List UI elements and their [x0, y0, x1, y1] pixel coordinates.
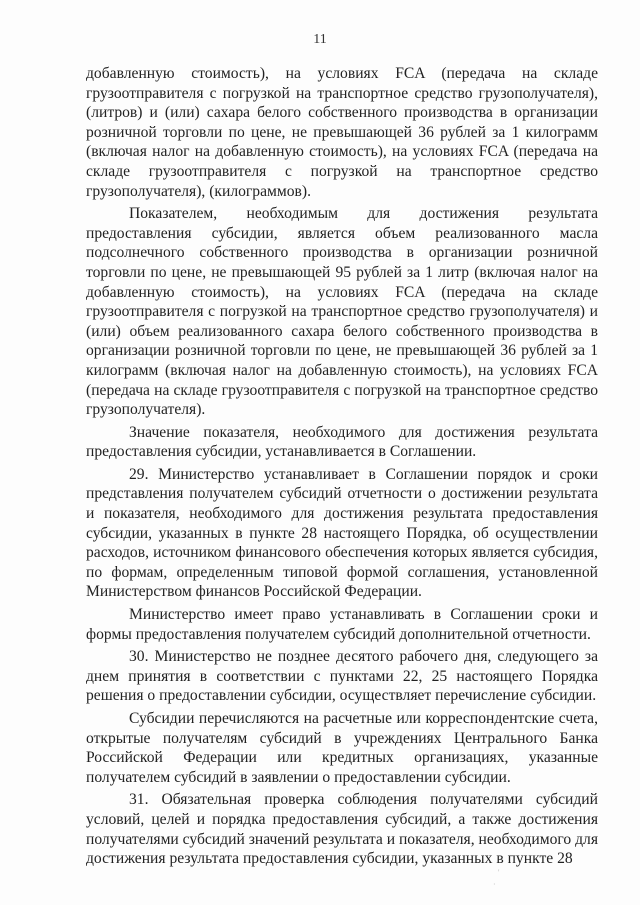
scan-speck: ' — [498, 868, 500, 877]
paragraph-indicator-value: Значение показателя, необходимого для достижения результата предоставления субсидии, устанавливается в Соглашении. — [86, 423, 598, 461]
paragraph-clause-29: 29. Министерство устанавливает в Соглашении порядок и сроки представления получателем субсидий отчетности о достижении результата и показателя, необходимого для достижения результата предоставления субсидии, указанных в пункте 28 настоящего Порядка, об осуществлении расходов, источником финансового обеспечения которых является субсидия, по формам, определенным типовой формой соглашения, установленной Министерством финансов Российской Федерации. — [86, 465, 598, 601]
paragraph-clause-31: 31. Обязательная проверка соблюдения получателями субсидий условий, целей и порядка предоставления субсидий, а также достижения получателями субсидий значений результата и показателя, необходимого для достижения результата предоставления субсидии, указанных в пункте 28 — [86, 791, 599, 868]
page-number: 11 — [313, 32, 327, 47]
paragraph-clause-30: 30. Министерство не позднее десятого рабочего дня, следующего за днем принятия в соответствии с пунктами 22, 25 настоящего Порядка решения о предоставлении субсидии, осуществляет перечисление субсидии. — [86, 648, 598, 705]
paragraph-continuation: добавленную стоимость), на условиях FCA (передача на складе грузоотправителя с погрузкой на транспортное средство грузополучателя), (литров) и (или) сахара белого собственного производства в организации розничной торговли по цене, не превышающей 36 рублей за 1 килограмм (включая налог на добавленную стоимость), на условиях FCA (передача на складе грузоотправителя с погрузкой на транспортное средство грузополучателя), (килограммов). — [86, 65, 598, 200]
paragraph-transfer-accounts: Субсидии перечисляются на расчетные или корреспондентские счета, открытые получателям субсидий в учреждениях Центрального Банка Российской Федерации или кредитных организациях, указанные получателем субсидий в заявлении о предоставлении субсидии. — [86, 710, 598, 786]
paragraph-additional-reporting: Министерство имеет право устанавливать в Соглашении сроки и формы предоставления получателем субсидий дополнительной отчетности. — [86, 606, 598, 643]
document-body — [86, 64, 598, 869]
scan-speck: · — [493, 880, 496, 889]
paragraph-indicator: Показателем, необходимым для достижения результата предоставления субсидии, является объем реализованного масла подсолнечного собственного производства в организации розничной торговли по цене, не превышающей 95 рублей за 1 литр (включая налог на добавленную стоимость), на условиях FCA (передача на складе грузоотправителя с погрузкой на транспортное средство грузополучателя) и (или) объем реализованного сахара белого собственного производства в организации розничной торговли по цене, не превышающей 36 рублей за 1 килограмм (включая налог на добавленную стоимость), на условиях FCA (передача на складе грузоотправителя с погрузкой на транспортное средство грузополучателя). — [86, 205, 598, 419]
